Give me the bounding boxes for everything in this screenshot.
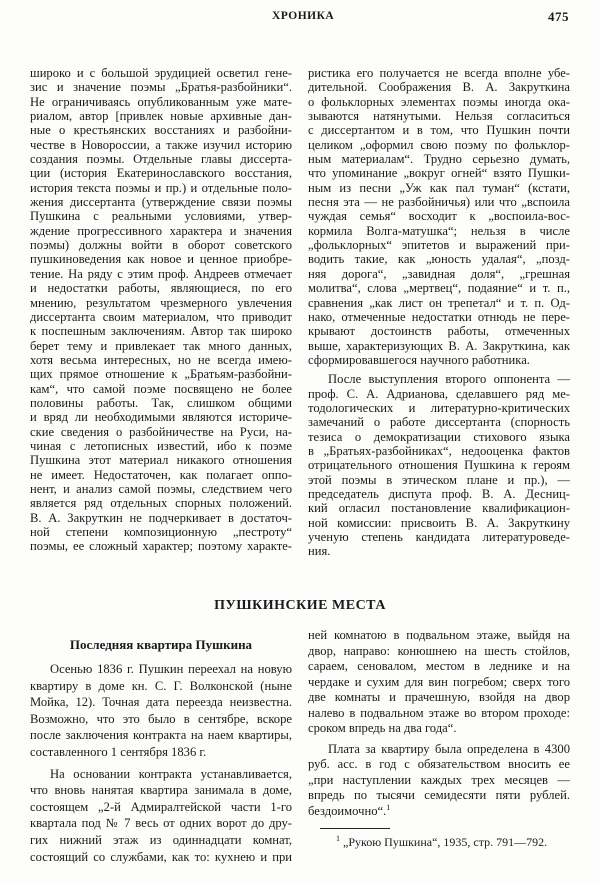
footnote-text: „Рукою Пушкина“, 1935, стр. 791—792. xyxy=(343,835,548,849)
text-line: история текста поэмы и пр.) и отдельные поло- xyxy=(30,180,292,195)
text-line: песня эта — не разбойничья) или что „вспоила xyxy=(308,195,570,210)
running-header: ХРОНИКА xyxy=(272,10,335,22)
footnote-marker: 1 xyxy=(336,834,340,843)
text-line: риалом, автор [привлек новые архивные дан- xyxy=(30,109,292,124)
bottom-right-column xyxy=(308,628,570,819)
text-line: ждение прогрессивного характера и значения xyxy=(30,223,292,238)
text-line: кормила Волга-матушка“; нельзя в числе xyxy=(308,223,570,238)
text-line: в „Братьях-разбойниках“, недооценка фактов xyxy=(308,443,570,458)
text-line: Плата за квартиру была определена в 4300 xyxy=(328,741,570,756)
text-line xyxy=(308,804,570,820)
footnote-area xyxy=(308,828,570,850)
text-line: широко и с большой эрудицией осветил гене- xyxy=(30,66,292,80)
text-line: ным материалам“. Трудно серьезно думать, xyxy=(308,152,570,167)
text-line: ские сведения о разбойничестве на Руси, на- xyxy=(30,424,292,439)
footnote-rule xyxy=(320,828,390,829)
text-line: кий огласил постановление квалификацион- xyxy=(308,501,570,516)
text-line: берет тему и привлекает так много данных, xyxy=(30,338,292,353)
text-line: хотя весьма интересных, но не всегда имею- xyxy=(30,352,292,367)
text-line: что вновь нанятая квартира занимала в доме, xyxy=(30,783,292,798)
text-line: После выступления второго оппонента — xyxy=(328,372,570,387)
text-line: сараем, сеновалом, местом в леднике и на xyxy=(308,659,570,673)
text-line: няя дорога“, „завидная доля“, „грешная xyxy=(308,266,570,281)
text-line: является ряд отдельных спорных положений. xyxy=(30,496,292,511)
text-line: Осенью 1836 г. Пушкин переехал на новую xyxy=(50,662,292,676)
text-line: тодологических и литературно-критических xyxy=(308,400,570,415)
text-line: выше, характеризующих В. А. Закруткина, как xyxy=(308,338,570,353)
text-line: отрицательного отношения Пушкина к героям xyxy=(308,458,570,473)
text-line: ные о крестьянских восстаниях и разбойни- xyxy=(30,123,292,138)
text-line: диссертанта своим материалом, что приводит xyxy=(30,309,292,324)
text-line: поэмы, ее сложный характер; поэтому характе- xyxy=(30,539,292,554)
text-line: ной комиссии: присвоить В. А. Закруткину xyxy=(308,515,570,530)
text-line: щих прямое отношение к „Братьям-разбойни- xyxy=(30,367,292,382)
text-line: жения диссертанта (утверждение связи поэмы xyxy=(30,195,292,210)
text-line: поэмы) должны войти в оборот советского xyxy=(30,238,292,253)
text-line: дительной. Соображения В. А. Закруткина xyxy=(308,80,570,95)
text-line: к поспешным заключениям. Автор так широко xyxy=(30,324,292,339)
text-line: налево в подвальном этаже во втором проходе: xyxy=(308,705,570,720)
article-subtitle: Последняя квартира Пушкина xyxy=(69,637,253,652)
text-line: ученую степень кандидата литературоведе- xyxy=(308,530,570,544)
footnote-reference[interactable]: 1 xyxy=(386,802,391,812)
text-line: создания поэмы. Отдельные главы диссерта- xyxy=(30,152,292,167)
text-line: ным из песни „Уж как пал туман“ (кстати, xyxy=(308,180,570,195)
text-line: и вряд ли необходимыми являются историче- xyxy=(30,410,292,425)
text-line: двор, направо: конюшнею на шесть стойлов, xyxy=(308,643,570,658)
bottom-right-block xyxy=(308,628,570,850)
text-line-content: бездоимочно“. xyxy=(308,803,387,818)
text-line: Пушкина с реальными условиями, утвер- xyxy=(30,209,292,224)
text-line: квартала под № 7 весь от одних ворот до дру- xyxy=(30,816,292,831)
text-line: председатель диспута проф. В. А. Десниц- xyxy=(308,486,570,501)
text-line: составленного 1 сентября 1836 г. xyxy=(30,744,207,759)
text-line: ции (история Екатеринославского восстания, xyxy=(30,166,292,181)
text-line: квартиру в доме кн. С. Г. Волконской (ныне xyxy=(30,678,292,693)
text-line: о фольклорных элементах поэмы иногда ока- xyxy=(308,94,570,109)
text-line: „при наступлении каждых трех месяцев — xyxy=(308,772,570,787)
page-number: 475 xyxy=(548,9,569,24)
text-line: проф. С. А. Адрианова, сделавшего ряд ме- xyxy=(308,386,570,401)
text-line: сравнения „как лист он трепетал“ и т. п. Од- xyxy=(308,295,570,310)
text-line: замечаний о работе диссертанта (спорность xyxy=(308,415,570,430)
text-line: кам“, что самой поэме посвящено не более xyxy=(30,381,292,396)
text-line: целиком „оформил свою поэму по фольклор- xyxy=(308,137,570,152)
section-title: ПУШКИНСКИЕ МЕСТА xyxy=(214,598,386,613)
text-line: гих нижний этаж из одиннадцати комнат, xyxy=(30,832,292,847)
text-line: половины работы. Так, слишком общими xyxy=(30,395,292,410)
text-line: и недостатки работы, являющиеся, по его xyxy=(30,281,292,296)
text-line: В. А. Закруткин не подчеркивает в достаточ- xyxy=(30,510,292,525)
text-line: нако, отмеченные недостатки отнюдь не пере- xyxy=(308,309,570,324)
text-line: зис и значение поэмы „Братья-разбойники“. xyxy=(30,80,292,95)
text-line: пушкиноведения как новое и ценное приобре- xyxy=(30,252,292,267)
text-line: впредь по тысячи семидесяти пяти рублей. xyxy=(308,788,570,802)
text-line: сроком впредь на два года“. xyxy=(308,721,457,735)
text-line: нент, и анализ самой поэмы, следствием чего xyxy=(30,481,292,496)
text-line: Возможно, что это было в сентябре, вскоре xyxy=(30,711,292,726)
text-line: что упоминание „вокруг огней“ взято Пушки- xyxy=(308,166,570,181)
text-line: ной степени композиционную „пестроту“ xyxy=(30,525,292,539)
text-line: тение. На ряду с этим проф. Андреев отмечает xyxy=(30,266,292,281)
text-line: мнению, результатом чрезмерного увлечения xyxy=(30,295,292,310)
text-line: На основании контракта устанавливается, xyxy=(50,766,292,781)
text-line: руб. асс. в год с обязательством вносить ее xyxy=(308,757,570,771)
text-line: „фольклорных“ эпитетов и выражений при- xyxy=(308,238,570,253)
text-line: водить такие, как „юность удалая“, „позд- xyxy=(308,252,570,267)
text-line: честве в Новороссии, а также изучил историю xyxy=(30,137,292,152)
text-line: состоящем „2-й Адмиралтейской части 1-го xyxy=(30,799,292,814)
top-left-column xyxy=(30,66,292,554)
text-line: зываются натянутыми. Нельзя согласиться xyxy=(308,109,570,124)
text-line: состоящий со службами, как то: кухнею и при xyxy=(30,849,292,864)
text-line: чердаке и сухим для вин погребом; сверх того xyxy=(308,674,570,689)
bottom-left-column xyxy=(30,661,292,865)
text-line: чиная с летописных известий, ибо к поэме xyxy=(30,438,292,453)
text-line: Мойка, 12). Точная дата переезда неизвестна. xyxy=(30,695,292,710)
text-line: этой поэмы в этическом плане и пр.), — xyxy=(308,472,570,487)
text-line: сформировавшегося научного работника. xyxy=(308,352,530,367)
text-line: с диссертантом и в том, что Пушкин почти xyxy=(308,123,570,138)
text-line: Пушкина этот материал никакого отношения xyxy=(30,453,292,468)
text-line: молитва“, слова „мертвец“, подаяние“ и т. п., xyxy=(308,281,570,296)
text-line: тезиса о демократизации стихового языка xyxy=(308,429,570,444)
text-line: чуждая семья“ восходит к „воспоила-вос- xyxy=(308,209,570,224)
top-right-column xyxy=(308,66,570,559)
text-line: две комнаты и прачешную, взойдя на двор xyxy=(308,690,570,704)
text-line: после заключения контракта на наем квартиры, xyxy=(30,728,292,743)
text-line: ния. xyxy=(308,544,331,559)
text-line: Не ограничиваясь опубликованным уже мате- xyxy=(30,94,292,109)
text-line: ней комнатою в подвальном этаже, выйдя на xyxy=(308,628,570,642)
text-line: крывают достоинств работы, отмеченных xyxy=(308,324,570,339)
text-line: не имеет. Недостаточен, как полагает оппо- xyxy=(30,467,292,482)
footnote xyxy=(308,835,570,850)
text-line: ристика его получается не всегда вполне убе- xyxy=(308,66,570,80)
